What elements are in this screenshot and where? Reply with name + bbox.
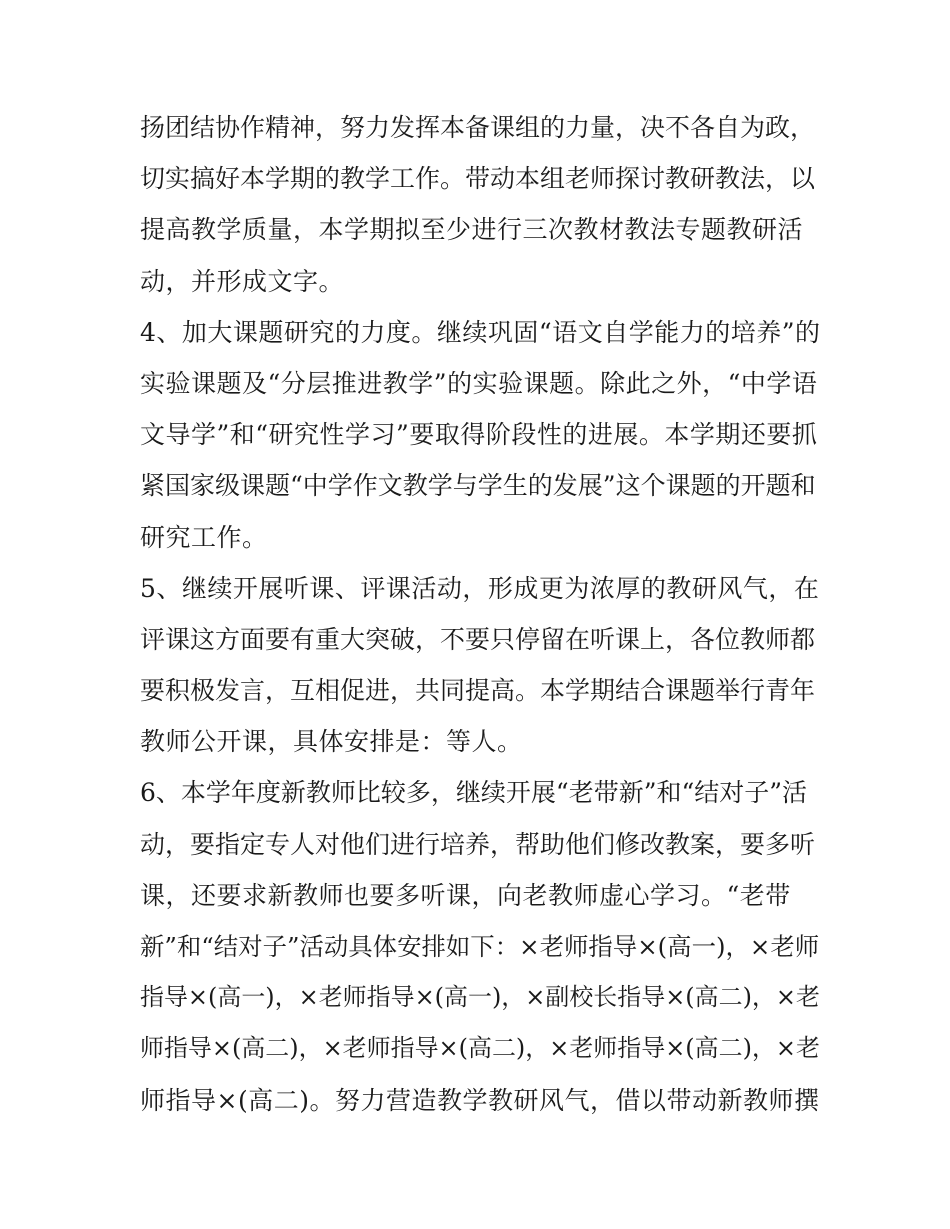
text-line: 实验课题及“分层推进教学”的实验课题。除此之外，“中学语 xyxy=(140,368,818,398)
text-line: 文导学”和“研究性学习”要取得阶段性的进展。本学期还要抓 xyxy=(140,420,818,450)
text-line: 4、加大课题研究的力度。继续巩固“语文自学能力的培养”的 xyxy=(140,317,821,347)
text-line: 指导×(高一)，×老师指导×(高一)，×副校长指导×(高二)，×老 xyxy=(140,983,820,1012)
body-text xyxy=(140,102,820,1126)
text-line: 课，还要求新教师也要多听课，向老教师虚心学习。“老带 xyxy=(140,880,791,910)
text-line: 教师公开课，具体安排是：等人。 xyxy=(140,727,523,757)
text-line: 评课这方面要有重大突破，不要只停留在听课上，各位教师都 xyxy=(140,624,816,654)
text-line: 5、继续开展听课、评课活动，形成更为浓厚的教研风气，在 xyxy=(140,573,820,603)
text-line: 提高教学质量，本学期拟至少进行三次教材教法专题教研活 xyxy=(140,215,804,245)
text-line: 研究工作。 xyxy=(140,522,268,552)
text-line: 动，并形成文字。 xyxy=(140,266,345,296)
text-line: 新”和“结对子”活动具体安排如下：×老师指导×(高一)，×老师 xyxy=(140,932,820,961)
text-line: 师指导×(高二)。努力营造教学教研风气，借以带动新教师撰 xyxy=(140,1085,820,1115)
text-line: 扬团结协作精神，努力发挥本备课组的力量，决不各自为政， xyxy=(140,113,816,142)
text-line: 紧国家级课题“中学作文教学与学生的发展”这个课题的开题和 xyxy=(140,471,816,501)
text-line: 要积极发言，互相促进，共同提高。本学期结合课题举行青年 xyxy=(140,676,816,706)
text-line: 6、本学年度新教师比较多，继续开展“老带新”和“结对子”活 xyxy=(140,778,808,808)
text-line: 动，要指定专人对他们进行培养，帮助他们修改教案，要多听 xyxy=(140,829,816,859)
text-line: 师指导×(高二)，×老师指导×(高二)，×老师指导×(高二)，×老 xyxy=(140,1034,820,1063)
text-line: 切实搞好本学期的教学工作。带动本组老师探讨教研教法，以 xyxy=(140,164,816,194)
